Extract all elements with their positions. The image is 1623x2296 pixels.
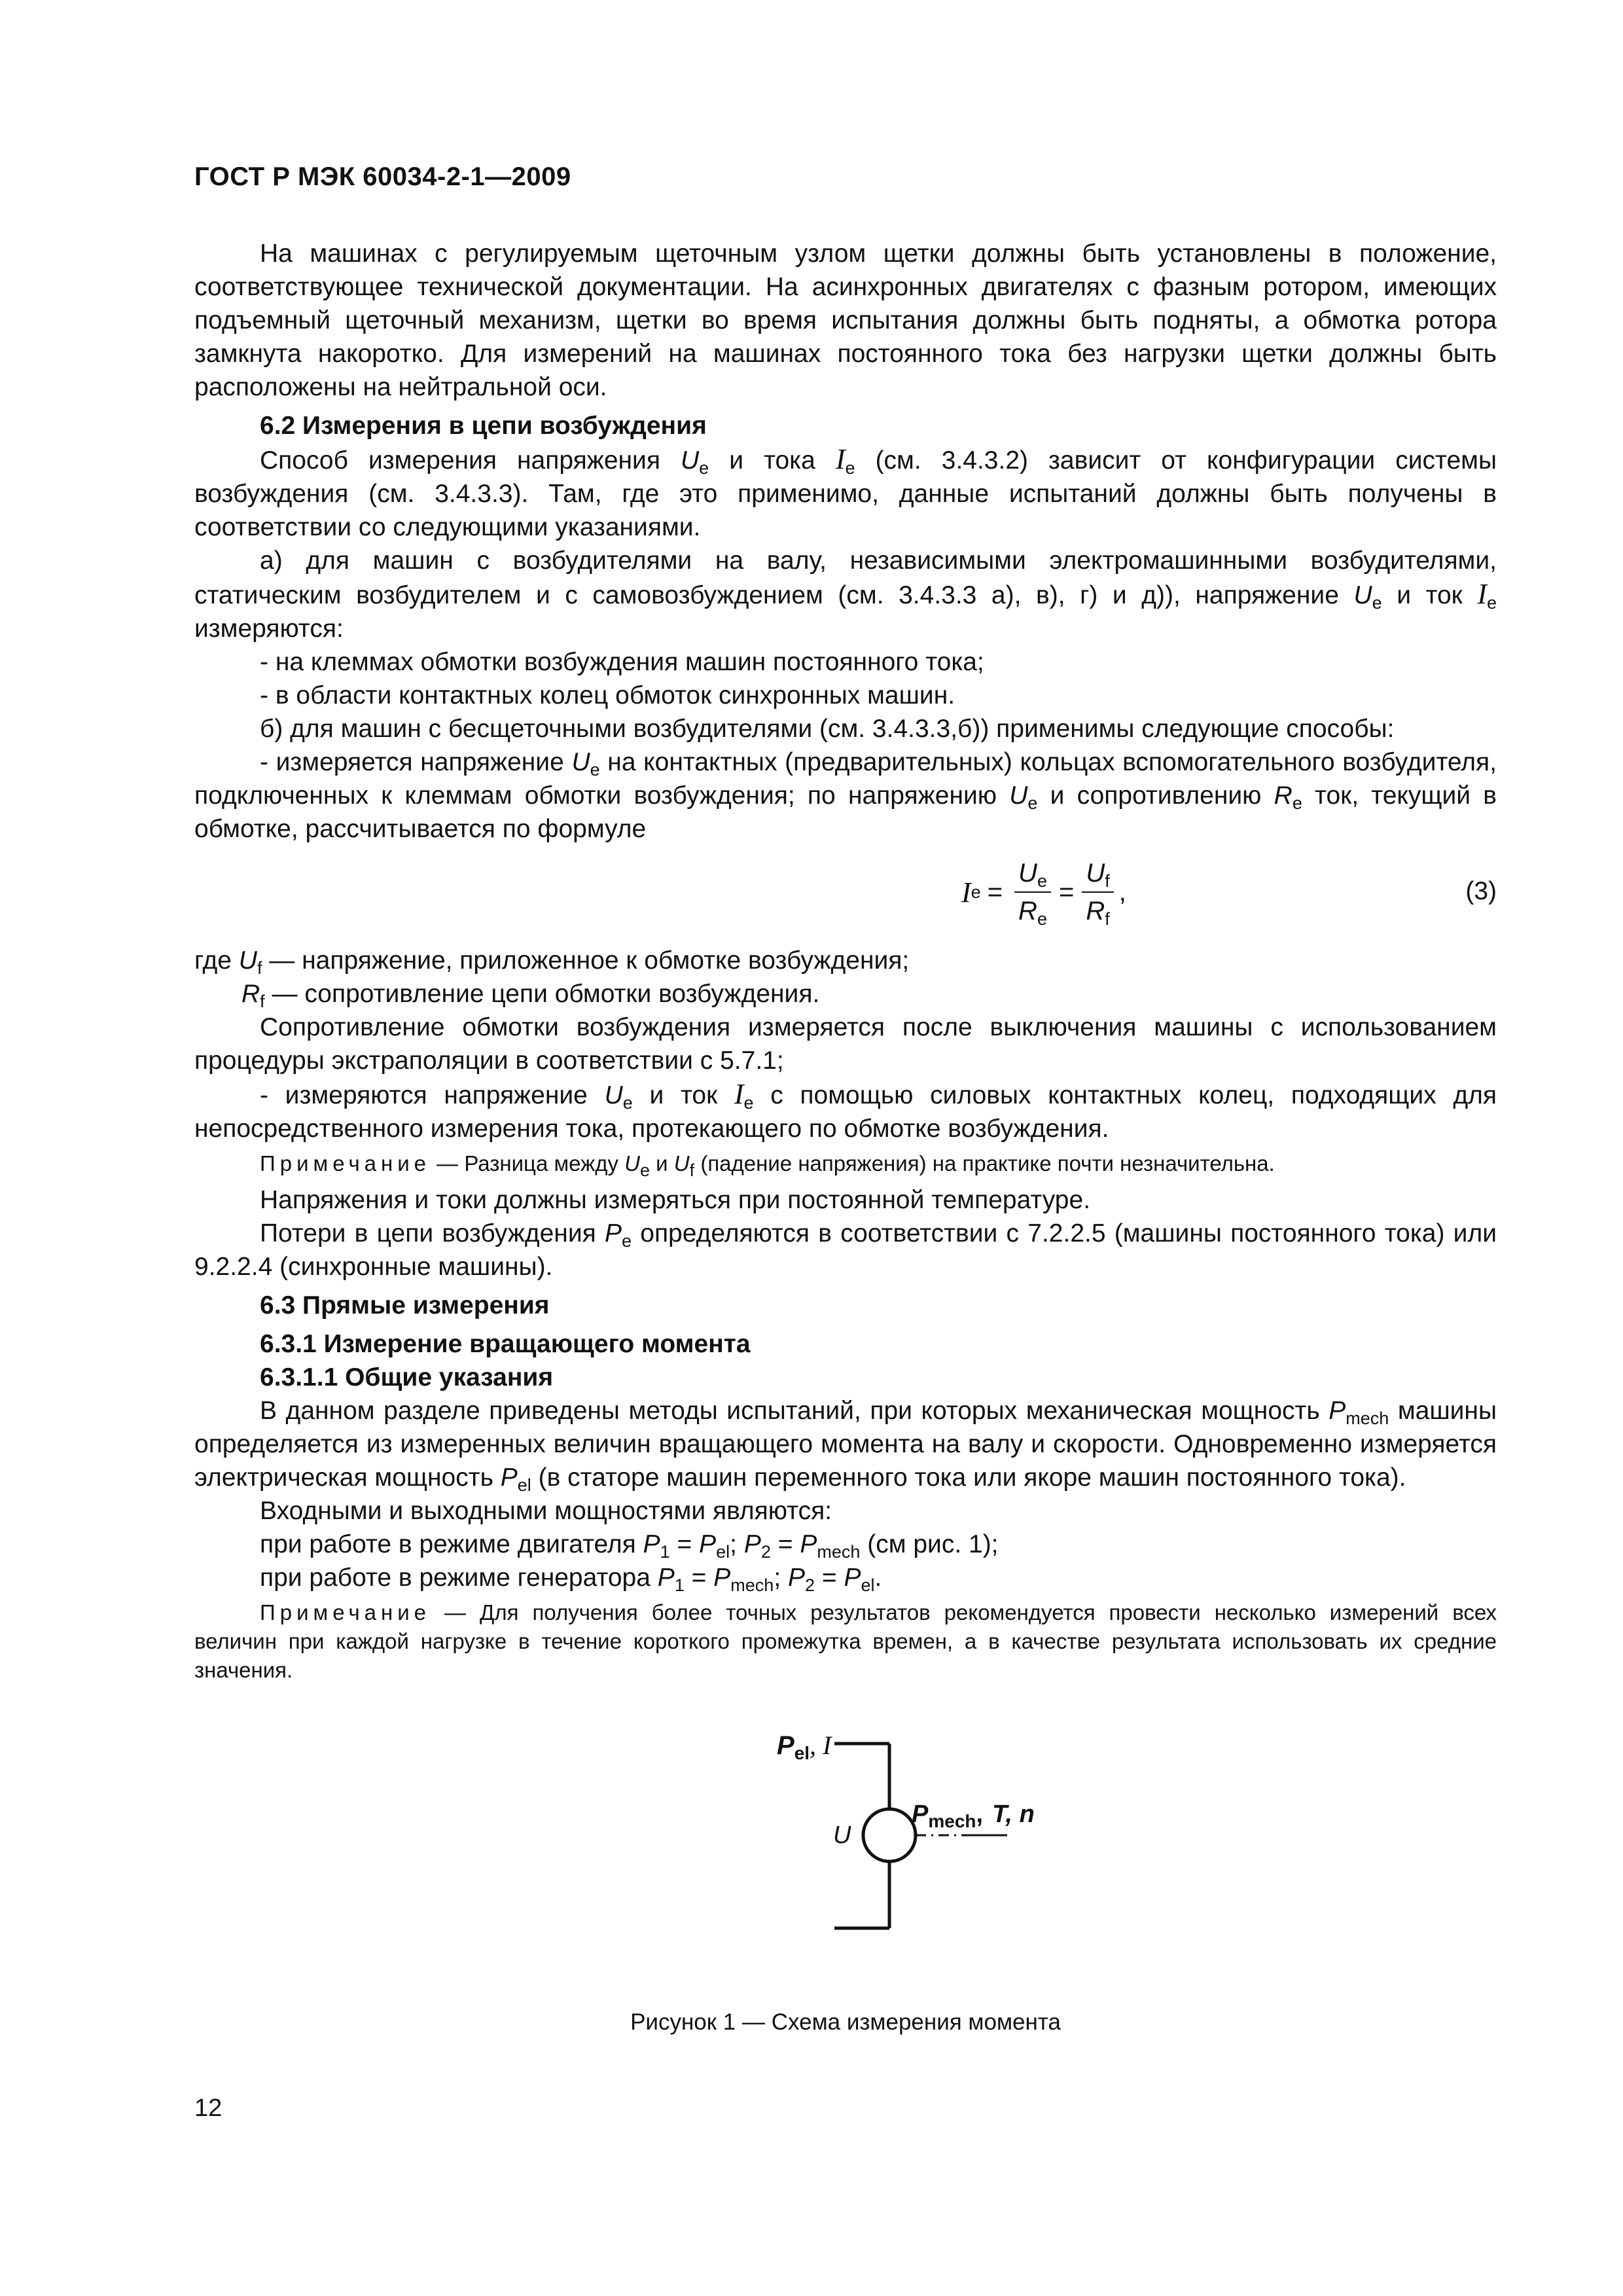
figure-1-caption: Рисунок 1 — Схема измерения момента — [630, 2009, 1061, 2035]
section-6-3-heading: 6.3 Прямые измерения — [260, 1291, 550, 1319]
list-item-b: б) для машин с бесщеточными возбудителями (см. 3.4.3.3,б)) применимы следующие способы: — [260, 715, 1395, 743]
note-averaging: Примечание — Для получения более точных результатов рекомендуется провести несколько измерений всех величин при каждой нагрузке в течение короткого промежутка времен, а в качестве результата использовать их средние значения. — [194, 1600, 1497, 1682]
label-pmech-t-n: $P_{mech}$, T, n — [912, 1801, 1035, 1831]
formula-expression: I е = $\frac{U_е}{R_е}$ = $\frac{U_f}{R_f}$ , — [961, 859, 1126, 929]
formula-3 — [194, 853, 1497, 939]
section-6-2-heading: 6.2 Измерения в цепи возбуждения — [260, 412, 707, 440]
note-voltage-drop: Примечание — Разница между $U_е$ и $U_f$ (падение напряжения) на практике почти незначительна. — [260, 1151, 1275, 1180]
fraction-uf-rf: $\frac{U_f}{R_f}$ — [1082, 857, 1113, 927]
paragraph-constant-temp: Напряжения и токи должны измеряться при постоянной температуре. — [260, 1186, 1091, 1214]
torque-measurement-diagram — [718, 1711, 1241, 1999]
paragraph-measure-voltage: - измеряется напряжение $U_е$ на контактных (предварительных) кольцах вспомогательного возбудителя, подключенных к клеммам обмотки возбуждения; по напряжению $U_е$ и сопротивлению $R_е$ ток, текущий в обмотке, рассчитывается по формуле — [194, 748, 1497, 843]
label-pel-i: $P_{el}$, I — [777, 1731, 832, 1763]
list-item-slip-rings: - в области контактных колец обмоток синхронных машин. — [260, 681, 955, 709]
fraction-ue-re: $\frac{U_е}{R_е}$ — [1014, 857, 1051, 927]
where-uf: где $U_f$ — напряжение, приложенное к обмотке возбуждения; — [194, 946, 910, 978]
page-number: 12 — [194, 2094, 223, 2122]
paragraph-input-output: Входными и выходными мощностями являются: — [260, 1497, 832, 1525]
machine-circle-icon — [863, 1809, 916, 1861]
list-item-a: а) для машин с возбудителями на валу, независимыми электромашинными возбудителями, статическим возбудителем и с самовозбуждением (см. 3.4.3.3 а), в), г) и д)), напряжение $U_е$ и ток $I_е$ измеряются: — [194, 547, 1497, 643]
paragraph-direct-methods: В данном разделе приведены методы испытаний, при которых механическая мощность $P_{mech}$ машины определяется из измеренных величин вращающего момента на валу и скорости. Одновременно измеряется электрическая мощность $P_{el}$ (в статоре машин переменного тока или якоре машин постоянного тока). — [194, 1397, 1497, 1495]
paragraph-generator-mode: при работе в режиме генератора $P_1 = P_{mech}$; $P_2 = P_{el}$. — [260, 1564, 882, 1595]
label-u: U — [833, 1821, 851, 1849]
paragraph-motor-mode: при работе в режиме двигателя $P_1 = P_{el}$; $P_2 = P_{mech}$ (см рис. 1); — [260, 1530, 999, 1562]
section-6-3-1-heading: 6.3.1 Измерение вращающего момента — [260, 1330, 751, 1358]
paragraph-excitation-losses: Потери в цепи возбуждения $P_е$ определяются в соответствии с 7.2.2.5 (машины постоянного тока) или 9.2.2.4 (синхронные машины). — [194, 1219, 1497, 1281]
document-header: ГОСТ Р МЭК 60034-2-1—2009 — [194, 162, 571, 191]
list-item-dc-terminals: - на клеммах обмотки возбуждения машин постоянного тока; — [260, 648, 984, 676]
paragraph-resistance: Сопротивление обмотки возбуждения измеряется после выключения машины с использованием процедуры экстраполяции в соответствии с 5.7.1; — [194, 1013, 1497, 1075]
paragraph-brush-position: На машинах с регулируемым щеточным узлом щетки должны быть установлены в положение, соответствующее технической документации. На асинхронных двигателях с фазным ротором, имеющих подъемный щеточный механизм, щетки во время испытания должны быть подняты, а обмотка ротора замкнута накоротко. Для измерений на машинах постоянного тока без нагрузки щетки должны быть расположены на нейтральной оси. — [194, 240, 1497, 401]
paragraph-excitation-method: Способ измерения напряжения $U_е$ и тока $I_е$ (см. 3.4.3.2) зависит от конфигурации системы возбуждения (см. 3.4.3.3). Там, где это применимо, данные испытаний должны быть получены в соответствии со следующими указаниями. — [194, 443, 1497, 541]
figure-1 — [194, 1711, 1497, 1999]
section-6-3-1-1-heading: 6.3.1.1 Общие указания — [260, 1363, 554, 1391]
document-body — [194, 237, 1497, 2039]
paragraph-power-slip-rings: - измеряются напряжение $U_е$ и ток $I_е$ с помощью силовых контактных колец, подходящих для непосредственного измерения тока, протекающего по обмотке возбуждения. — [194, 1078, 1497, 1143]
equation-number: (3) — [1465, 877, 1497, 905]
where-rf: $R_f$ — сопротивление цепи обмотки возбуждения. — [241, 980, 820, 1011]
